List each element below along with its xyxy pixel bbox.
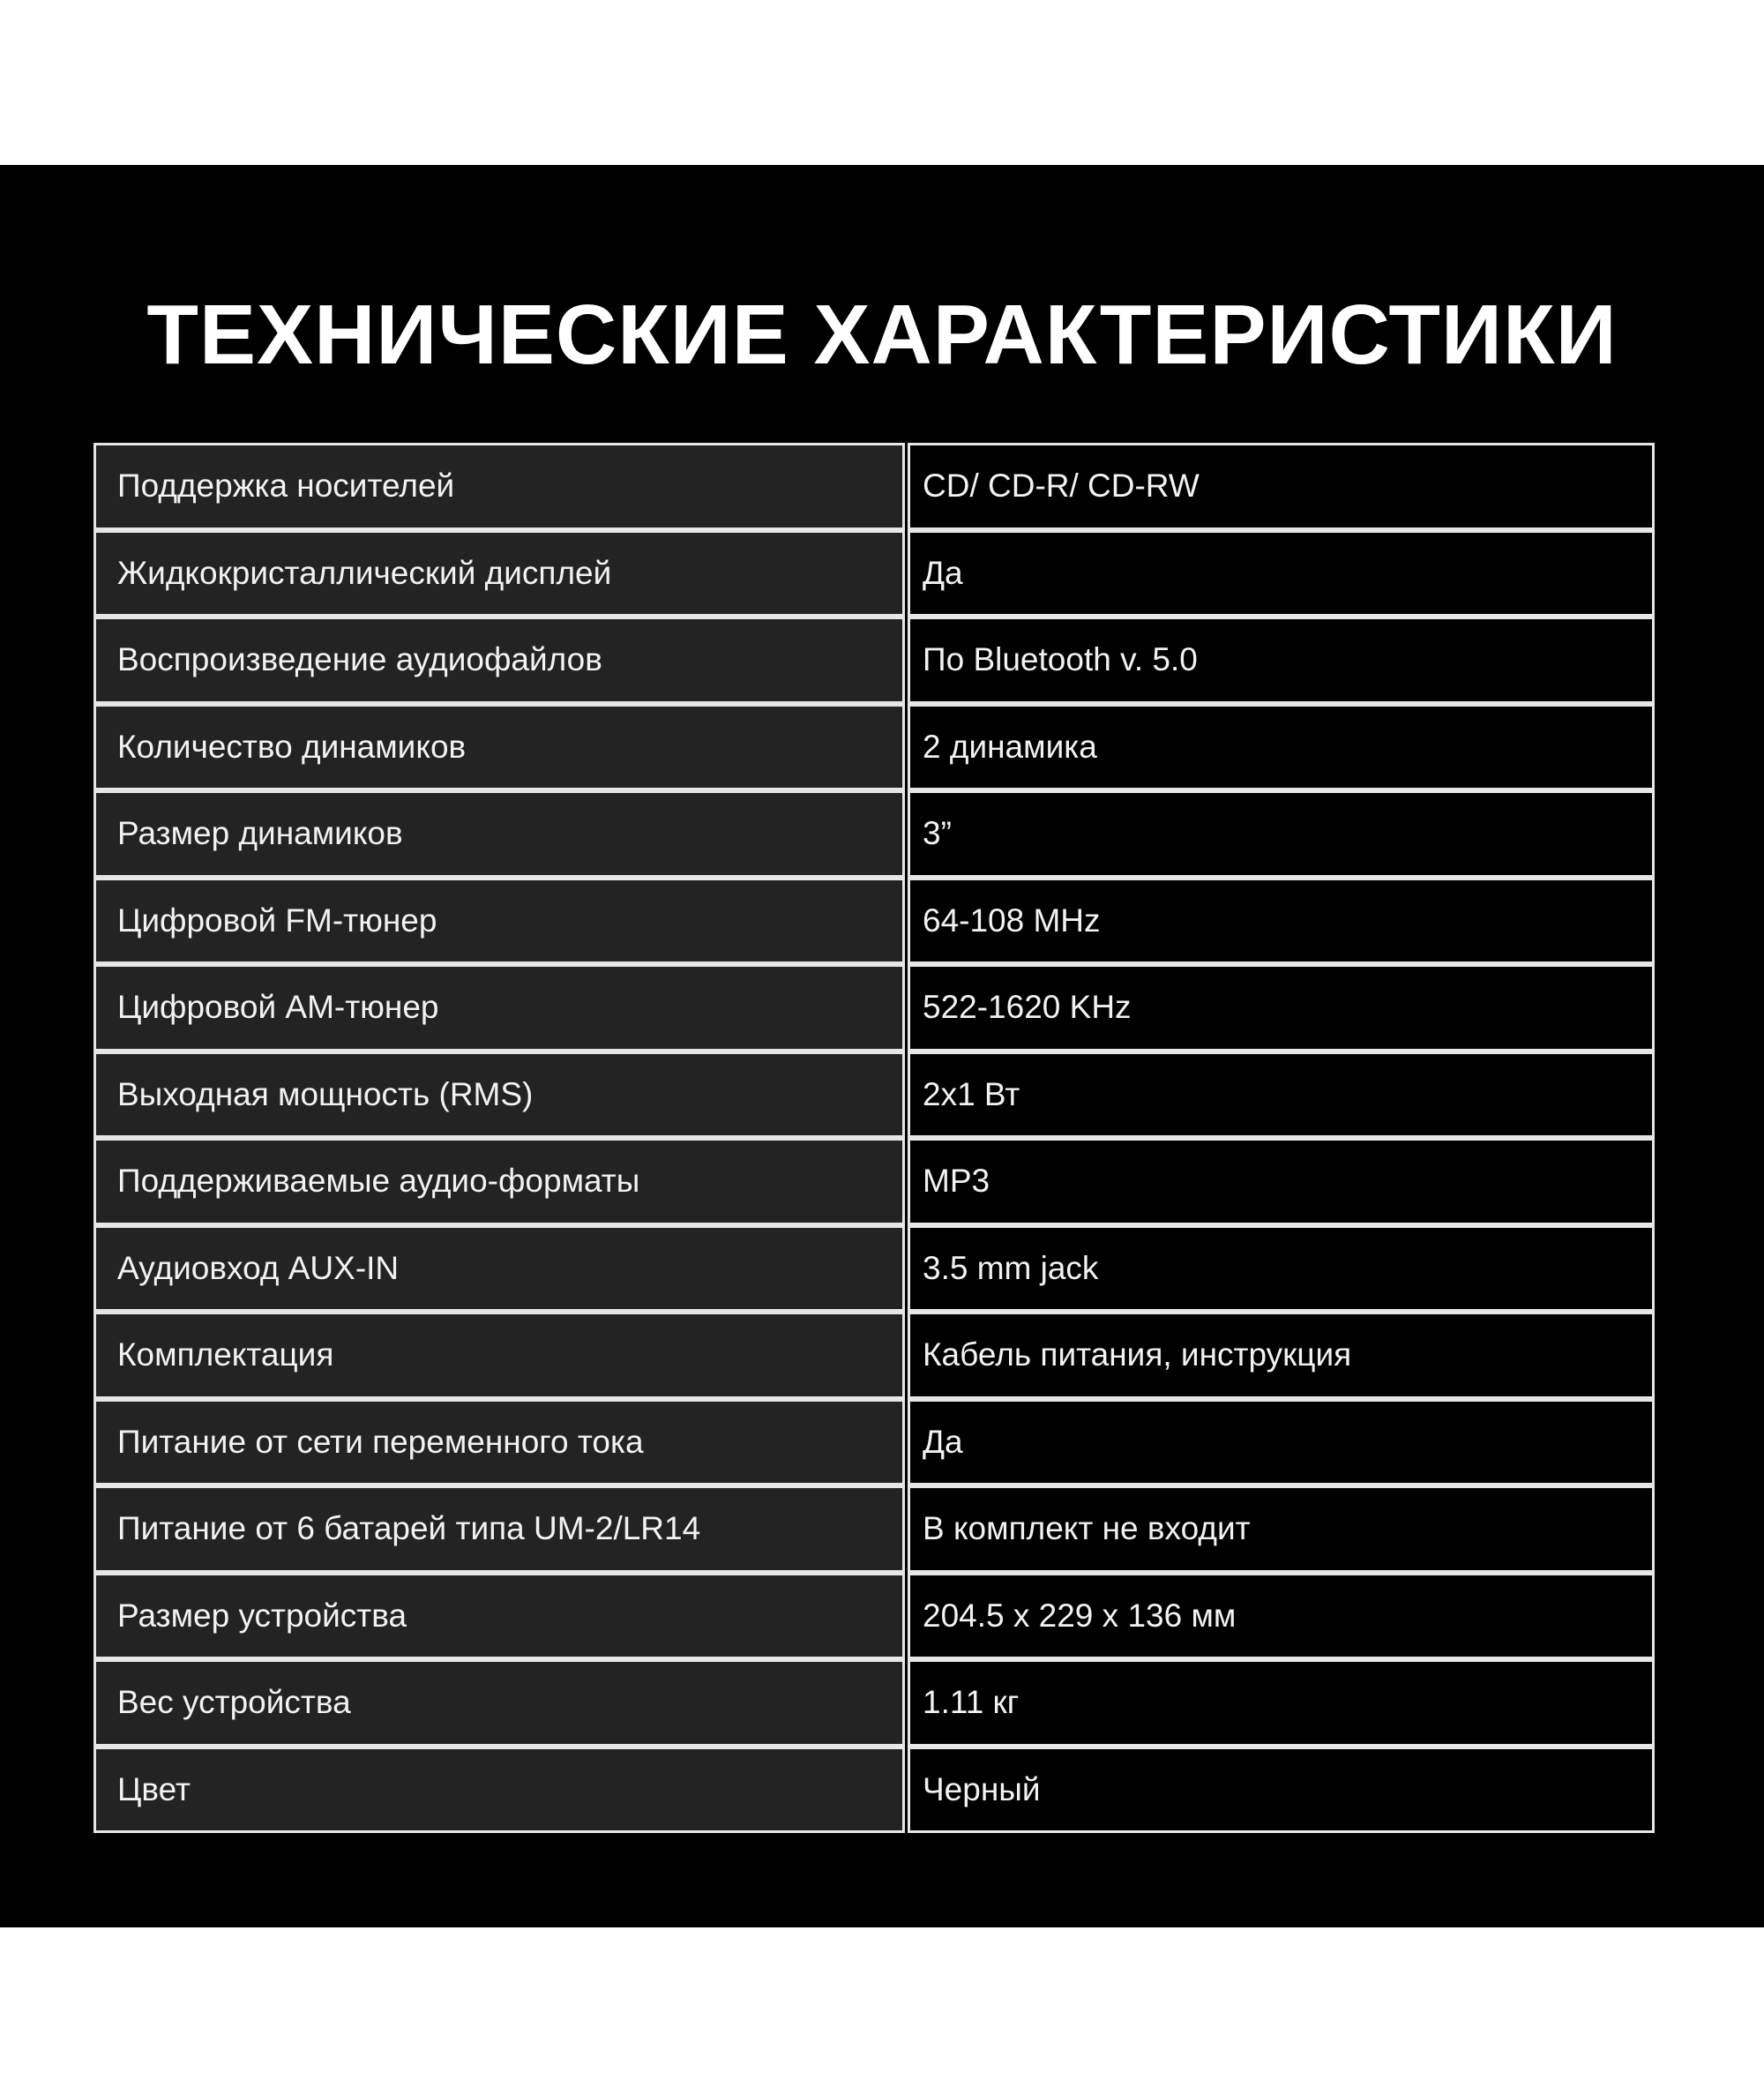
spec-label: Цифровой AM-тюнер (93, 964, 905, 1051)
table-row (93, 1747, 1655, 1834)
page-title: ТЕХНИЧЕСКИЕ ХАРАКТЕРИСТИКИ (146, 288, 1618, 382)
spec-value: 1.11 кг (908, 1659, 1655, 1747)
table-row (93, 617, 1655, 704)
spec-value: 522-1620 KHz (908, 964, 1655, 1051)
table-row (93, 1051, 1655, 1139)
spec-label: Поддержка носителей (93, 443, 905, 530)
spec-label: Питание от 6 батарей типа UM-2/LR14 (93, 1485, 905, 1573)
spec-label: Жидкокристаллический дисплей (93, 530, 905, 617)
table-row (93, 1225, 1655, 1313)
spec-label: Выходная мощность (RMS) (93, 1051, 905, 1139)
spec-value: 3.5 mm jack (908, 1225, 1655, 1313)
table-row (93, 443, 1655, 530)
spec-value: MP3 (908, 1138, 1655, 1225)
spec-value: 64-108 MHz (908, 878, 1655, 965)
table-row (93, 1573, 1655, 1660)
table-row (93, 1659, 1655, 1747)
spec-label: Вес устройства (93, 1659, 905, 1747)
spec-value: В комплект не входит (908, 1485, 1655, 1573)
table-row (93, 530, 1655, 617)
spec-label: Воспроизведение аудиофайлов (93, 617, 905, 704)
spec-label: Цифровой FM-тюнер (93, 878, 905, 965)
spec-label: Комплектация (93, 1312, 905, 1399)
table-row (93, 1312, 1655, 1399)
table-row (93, 1485, 1655, 1573)
spec-label: Питание от сети переменного тока (93, 1399, 905, 1486)
spec-value: Кабель питания, инструкция (908, 1312, 1655, 1399)
spec-value: По Bluetooth v. 5.0 (908, 617, 1655, 704)
table-row (93, 790, 1655, 878)
spec-label: Количество динамиков (93, 704, 905, 791)
spec-table (93, 443, 1655, 1833)
spec-value: 204.5 x 229 x 136 мм (908, 1573, 1655, 1660)
spec-label: Поддерживаемые аудио-форматы (93, 1138, 905, 1225)
spec-value: Да (908, 530, 1655, 617)
spec-label: Цвет (93, 1747, 905, 1834)
table-row (93, 704, 1655, 791)
table-row (93, 1138, 1655, 1225)
table-row (93, 964, 1655, 1051)
spec-label: Размер устройства (93, 1573, 905, 1660)
spec-label: Размер динамиков (93, 790, 905, 878)
spec-value: 3” (908, 790, 1655, 878)
spec-value: 2 динамика (908, 704, 1655, 791)
spec-value: Да (908, 1399, 1655, 1486)
spec-value: Черный (908, 1747, 1655, 1834)
table-row (93, 1399, 1655, 1486)
spec-value: CD/ CD-R/ CD-RW (908, 443, 1655, 530)
table-row (93, 878, 1655, 965)
spec-label: Аудиовход AUX-IN (93, 1225, 905, 1313)
spec-value: 2x1 Вт (908, 1051, 1655, 1139)
